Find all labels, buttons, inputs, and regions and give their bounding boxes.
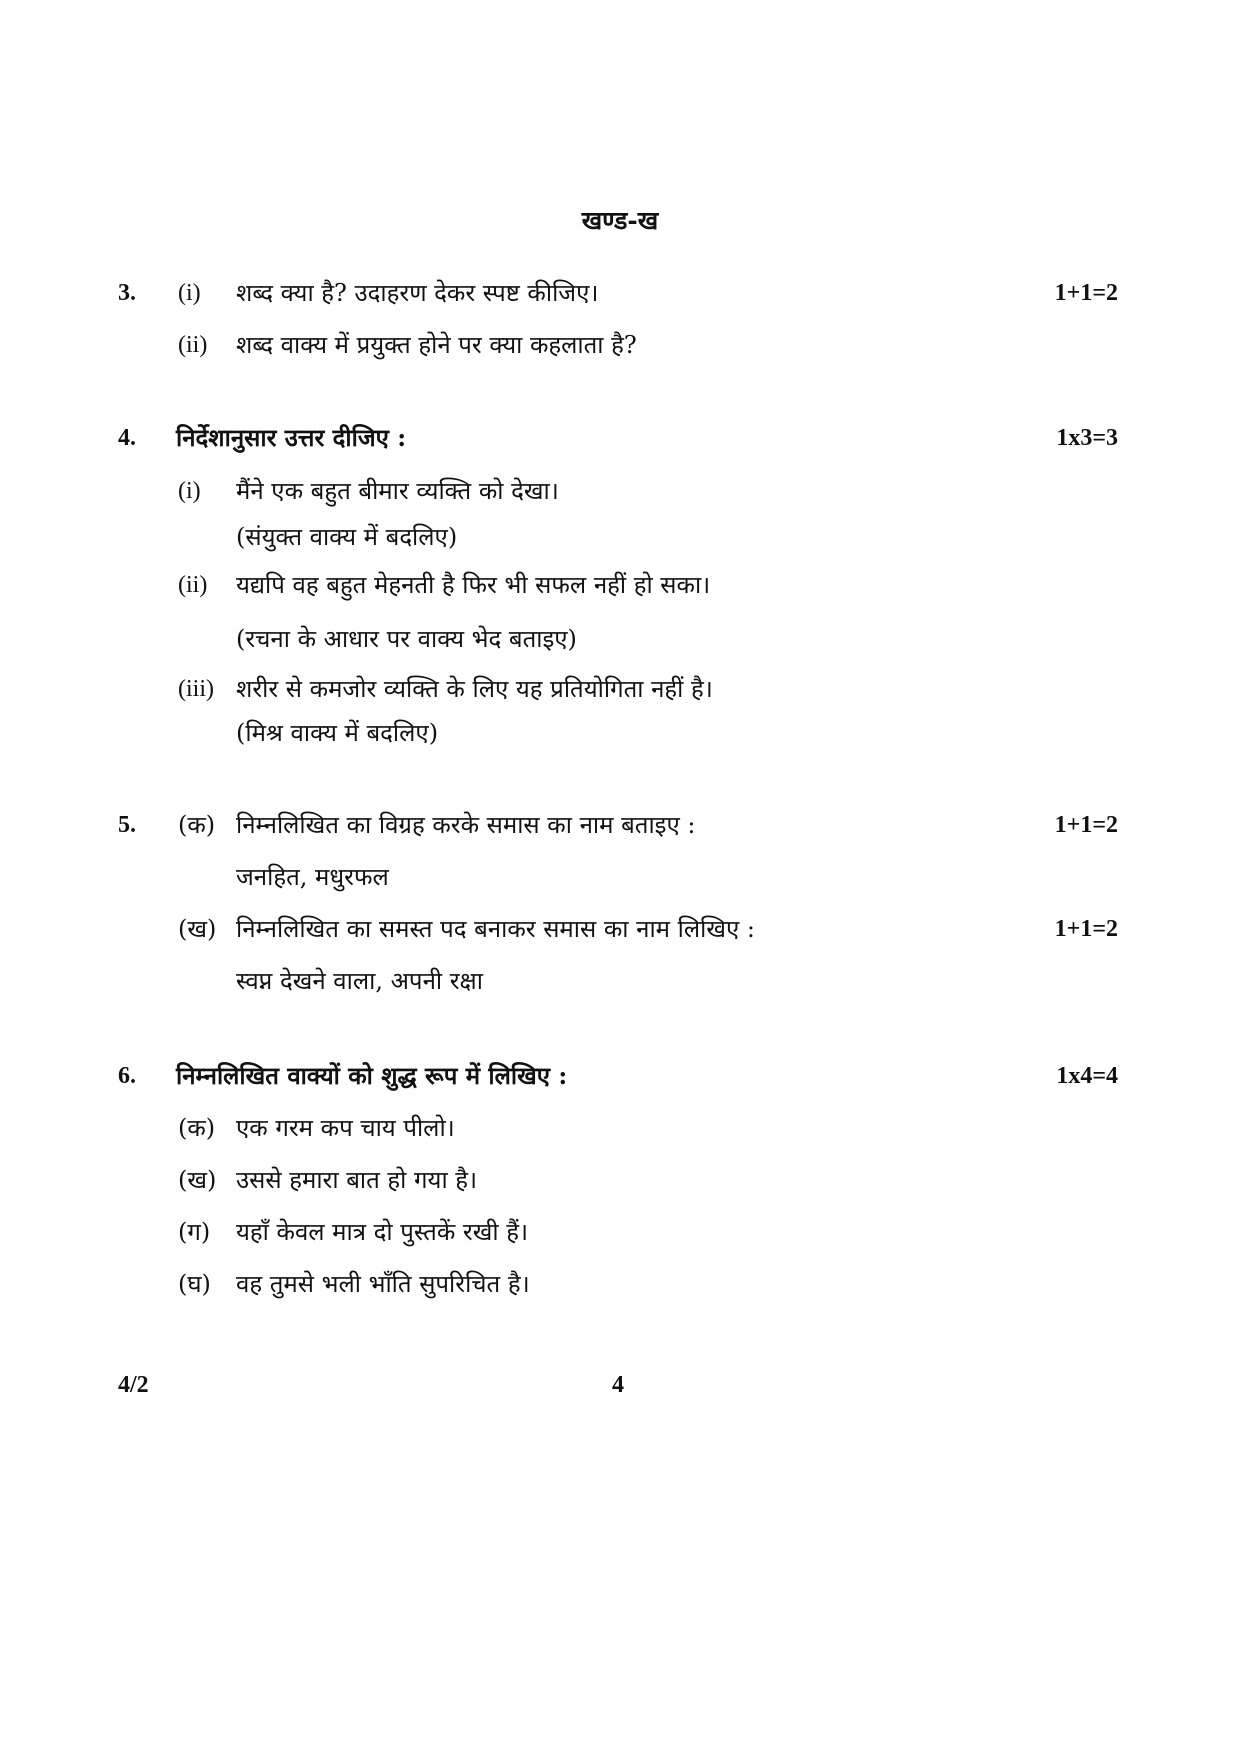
q4-part-iii-label: (iii) [178, 676, 214, 702]
footer-paper-code: 4/2 [118, 1372, 149, 1398]
q4-heading: निर्देशानुसार उत्तर दीजिए : [176, 423, 407, 452]
question-number-5: 5. [118, 812, 136, 838]
question-number-3: 3. [118, 280, 136, 306]
q5-part-kha-label: (ख) [178, 915, 217, 943]
question-number-4: 4. [118, 425, 136, 451]
q6-item-kha-label: (ख) [178, 1166, 217, 1194]
q6-marks: 1x4=4 [1056, 1063, 1118, 1089]
q4-part-ii-note: (रचना के आधार पर वाक्य भेद बताइए) [236, 625, 577, 653]
q6-item-ga-label: (ग) [178, 1218, 211, 1246]
section-title: खण्ड-ख [581, 206, 659, 235]
q5-part-ka-label: (क) [178, 811, 216, 839]
q5-part-ka-marks: 1+1=2 [1054, 812, 1118, 838]
q6-item-gha-text: वह तुमसे भली भाँति सुपरिचित है। [236, 1270, 530, 1298]
q4-part-iii-note: (मिश्र वाक्य में बदलिए) [236, 719, 439, 747]
q4-part-i-note: (संयुक्त वाक्य में बदलिए) [236, 523, 458, 551]
q4-part-i-text: मैंने एक बहुत बीमार व्यक्ति को देखा। [236, 477, 559, 505]
q6-item-ka-text: एक गरम कप चाय पीलो। [236, 1114, 455, 1142]
q6-item-ga-text: यहाँ केवल मात्र दो पुस्तकें रखी हैं। [236, 1218, 529, 1246]
question-number-6: 6. [118, 1063, 136, 1089]
q4-part-iii-text: शरीर से कमजोर व्यक्ति के लिए यह प्रतियोगिता नहीं है। [236, 675, 713, 703]
q3-part-ii-label: (ii) [178, 332, 208, 358]
q4-marks: 1x3=3 [1056, 425, 1118, 451]
q4-part-ii-label: (ii) [178, 572, 208, 598]
q4-part-i-label: (i) [178, 478, 201, 504]
q5-part-ka-words: जनहित, मधुरफल [236, 863, 389, 891]
q6-item-gha-label: (घ) [178, 1270, 211, 1298]
q3-part-i-label: (i) [178, 280, 201, 306]
q6-heading: निम्नलिखित वाक्यों को शुद्ध रूप में लिखिए : [176, 1061, 568, 1090]
footer-page-number: 4 [612, 1372, 624, 1398]
q3-marks: 1+1=2 [1054, 280, 1118, 306]
q5-part-kha-words: स्वप्न देखने वाला, अपनी रक्षा [236, 967, 483, 995]
q5-part-kha-marks: 1+1=2 [1054, 916, 1118, 942]
q3-part-ii-text: शब्द वाक्य में प्रयुक्त होने पर क्या कहलाता है? [236, 331, 637, 359]
q6-item-ka-label: (क) [178, 1114, 216, 1142]
q5-part-ka-text: निम्नलिखित का विग्रह करके समास का नाम बताइए : [236, 811, 696, 839]
q5-part-kha-text: निम्नलिखित का समस्त पद बनाकर समास का नाम लिखिए : [236, 915, 755, 943]
q4-part-ii-text: यद्यपि वह बहुत मेहनती है फिर भी सफल नहीं हो सका। [236, 571, 711, 599]
q3-part-i-text: शब्द क्या है? उदाहरण देकर स्पष्ट कीजिए। [236, 279, 599, 307]
q6-item-kha-text: उससे हमारा बात हो गया है। [236, 1166, 478, 1194]
